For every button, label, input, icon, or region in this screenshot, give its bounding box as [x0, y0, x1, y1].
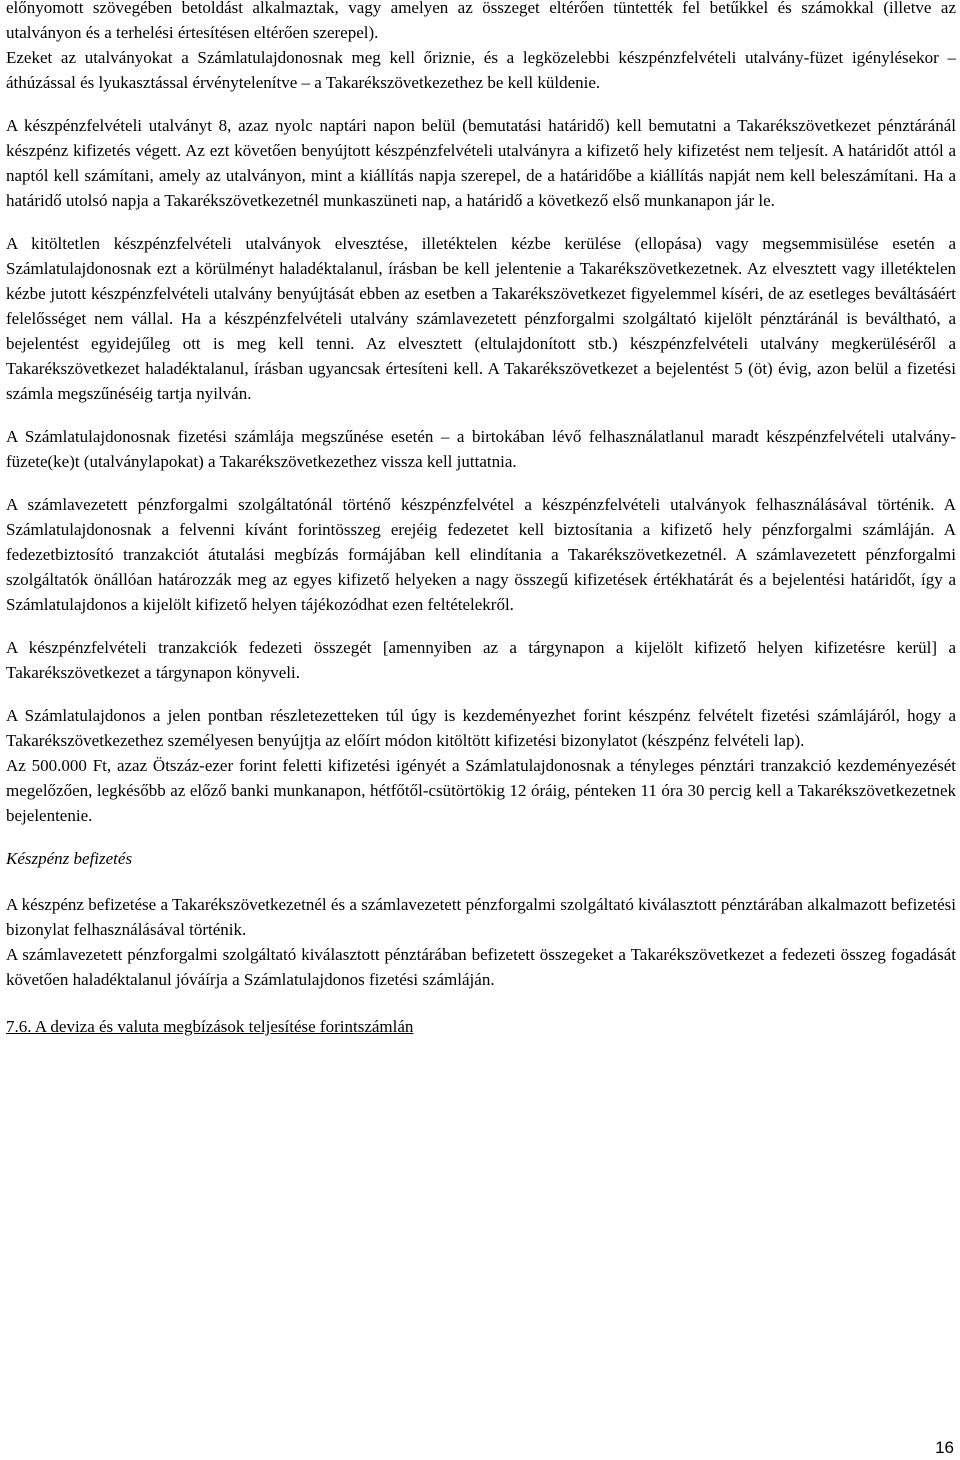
- paragraph-deposit-crediting: A számlavezetett pénzforgalmi szolgáltató kiválasztott pénztárában befizetett összegeket a Takarékszövetkezet a fedezeti összeg fogadását követően haladéktalanul jóváírja a Számlatulajdonos fizetési számláján.: [6, 945, 956, 989]
- paragraph-group: [6, 424, 956, 474]
- paragraph-group: [6, 492, 956, 617]
- paragraph-deposit-method: A készpénz befizetése a Takarékszövetkezetnél és a számlavezetett pénzforgalmi szolgáltató kiválasztott pénztárában alkalmazott befizetési bizonylat felhasználásával történik.: [6, 895, 956, 939]
- paragraph-group: [6, 0, 956, 95]
- page-number: 16: [935, 1438, 954, 1457]
- subsection-title: 7.6. A deviza és valuta megbízások teljesítése forintszámlán: [6, 1017, 414, 1036]
- paragraph-coverage-booking: A készpénzfelvételi tranzakciók fedezeti összegét [amennyiben az a tárgynapon a kijelölt kifizető helyen kifizetésre kerül] a Takarékszövetkezet a tárgynapon könyveli.: [6, 638, 956, 682]
- paragraph-personal-withdrawal: A Számlatulajdonos a jelen pontban részletezetteken túl úgy is kezdeményezhet forint készpénz felvételt fizetési számlájáról, hogy a Takarékszövetkezethez személyesen benyújtja az előírt módon kitöltött kifizetési bizonylatot (készpénz felvételi lap).: [6, 706, 956, 750]
- paragraph-voucher-return: Ezeket az utalványokat a Számlatulajdonosnak meg kell őriznie, és a legközelebbi készpénzfelvételi utalvány-füzet igénylésekor – áthúzással és lyukasztással érvénytelenítve – a Takarékszövetkezethez be kell küldenie.: [6, 48, 956, 92]
- paragraph-group: [6, 703, 956, 828]
- section-heading-cash-deposit: Készpénz befizetés: [6, 849, 133, 868]
- paragraph-group: [6, 892, 956, 992]
- paragraph-presentation-deadline: A készpénzfelvételi utalványt 8, azaz nyolc naptári napon belül (bemutatási határidő) kell bemutatni a Takarékszövetkezet pénztáránál készpénz kifizetés végett. Az ezt követően benyújtott készpénzfelvételi utalványra a kifizető hely kifizetést nem teljesít. A határidőt attól a naptól kell számítani, amely az utalványon, mint a kiállítás napja szerepel, de a határidőbe a kiállítás napját nem kell beleszámítani. Ha a határidő utolsó napja a Takarékszövetkezetnél munkaszüneti nap, a határidő a következő első munkanapon jár le.: [6, 116, 956, 210]
- document-page: [6, 0, 956, 1039]
- paragraph-lost-vouchers: A kitöltetlen készpénzfelvételi utalványok elvesztése, illetéktelen kézbe kerülése (ellopása) vagy megsemmisülése esetén a Számlatulajdonosnak ezt a körülményt haladéktalanul, írásban be kell jelentenie a Takarékszövetkezetnek. Az elvesztett vagy illetéktelen kézbe jutott készpénzfelvételi utalvány benyújtását ebben az esetben a Takarékszövetkezet figyelemmel kíséri, de az esetleges beváltásáért felelősséget nem vállal. Ha a készpénzfelvételi utalvány számlavezetett pénzforgalmi szolgáltató kijelölt pénztáránál is beváltható, a bejelentést egyidejűleg ott is meg kell tenni. Az elvesztett (eltulajdonított stb.) készpénzfelvételi utalvány megkerüléséről a Takarékszövetkezet haladéktalanul, írásban ugyancsak értesíteni kell. A Takarékszövetkezet a bejelentést 5 (öt) évig, azon belül a fizetési számla megszűnéséig tartja nyilván.: [6, 234, 956, 403]
- paragraph-group: [6, 231, 956, 406]
- paragraph-group: [6, 635, 956, 685]
- paragraph-cash-withdrawal-coverage: A számlavezetett pénzforgalmi szolgáltatónál történő készpénzfelvétel a készpénzfelvételi utalványok felhasználásával történik. A Számlatulajdonosnak a felvenni kívánt forintösszeg erejéig fedezetet kell biztosítania a kifizető hely pénzforgalmi számláján. A fedezetbiztosító tranzakciót átutalási megbízás formájában kell elindítania a Takarékszövetkezetnél. A számlavezetett pénzforgalmi szolgáltatók önállóan határozzák meg az egyes kifizető helyeken a nagy összegű kifizetések értékhatárát és a bejelentési határidőt, így a Számlatulajdonos a kijelölt kifizető helyen tájékozódhat ezen feltételekről.: [6, 495, 956, 614]
- paragraph-group: [6, 113, 956, 213]
- paragraph-voucher-amendment: előnyomott szövegében betoldást alkalmaztak, vagy amelyen az összeget eltérően tüntették fel betűkkel és számokkal (illetve az utalványon és a terhelési értesítésen eltérően szerepel).: [6, 0, 956, 42]
- paragraph-account-closure: A Számlatulajdonosnak fizetési számlája megszűnése esetén – a birtokában lévő felhasználatlanul maradt készpénzfelvételi utalvány-füzete(ke)t (utalványlapokat) a Takarékszövetkezethez vissza kell juttatnia.: [6, 427, 956, 471]
- paragraph-large-amount-notice: Az 500.000 Ft, azaz Ötszáz-ezer forint feletti kifizetési igényét a Számlatulajdonosnak a tényleges pénztári tranzakció kezdeményezését megelőzően, legkésőbb az előző banki munkanapon, hétfőtől-csütörtökig 12 óráig, pénteken 11 óra 30 percig kell a Takarékszövetkezetnek bejelentenie.: [6, 756, 956, 825]
